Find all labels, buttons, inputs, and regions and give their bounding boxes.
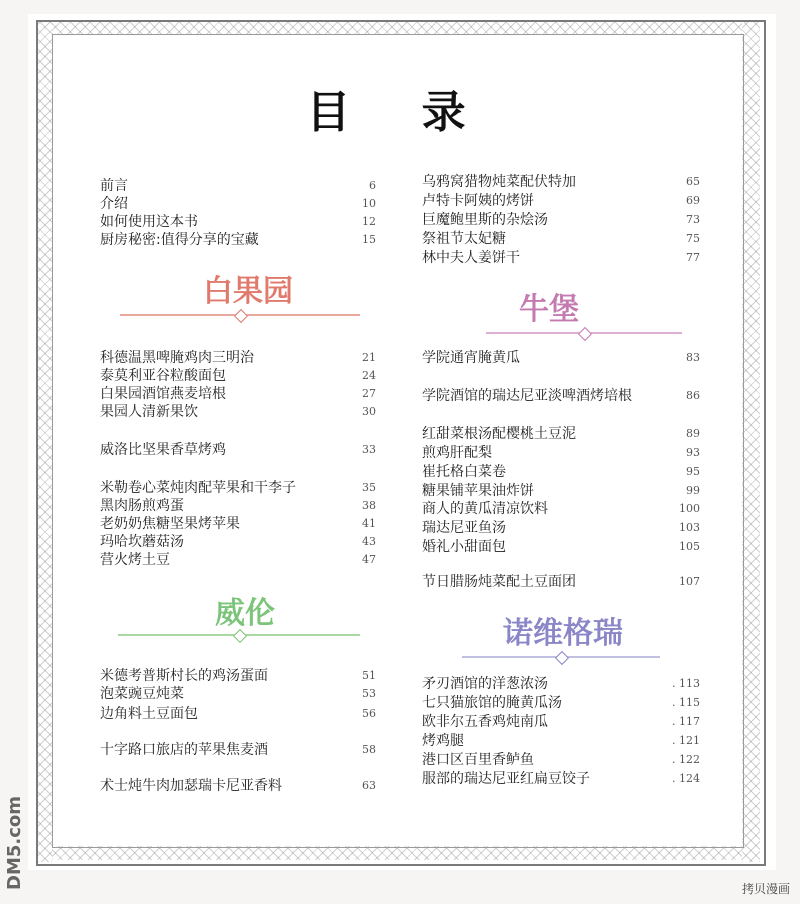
entry-title: 如何使用这本书: [100, 214, 198, 230]
entry-title: 糖果铺苹果油炸饼: [422, 483, 534, 499]
section-divider: [118, 634, 360, 636]
entry-title: 泡菜豌豆炖菜: [100, 686, 184, 702]
toc-entry[interactable]: [100, 514, 376, 534]
entry-title: 欧非尔五香鸡炖南瓜: [422, 714, 548, 730]
entry-title: 煎鸡肝配梨: [422, 445, 492, 461]
toc-entry[interactable]: [100, 666, 376, 686]
entry-page: 30: [362, 405, 376, 418]
entry-title: 七只猫旅馆的腌黄瓜汤: [422, 695, 562, 711]
entry-title: 红甜菜根汤配樱桃土豆泥: [422, 426, 576, 442]
toc-entry[interactable]: [100, 440, 376, 460]
entry-page: 65: [686, 175, 700, 188]
entry-page: 86: [686, 389, 700, 402]
entry-title: 威洛比坚果香草烤鸡: [100, 442, 226, 458]
entry-page: . 117: [672, 715, 700, 728]
toc-entry[interactable]: [100, 366, 376, 386]
toc-entry[interactable]: [422, 443, 700, 463]
watermark-dm5: DM5.com: [4, 795, 25, 890]
entry-title: 科德温黑啤腌鸡肉三明治: [100, 350, 254, 366]
entry-page: 41: [362, 517, 376, 530]
entry-title: 术士炖牛肉加瑟瑞卡尼亚香料: [100, 778, 282, 794]
entry-page: 38: [362, 499, 376, 512]
entry-page: 77: [686, 251, 700, 264]
entry-page: 58: [362, 743, 376, 756]
entry-title: 米德考普斯村长的鸡汤蛋面: [100, 668, 268, 684]
toc-entry[interactable]: [422, 424, 700, 444]
section-heading-niubao: 牛堡: [519, 292, 579, 327]
toc-entry[interactable]: [422, 499, 700, 519]
entry-page: 100: [679, 502, 700, 515]
toc-entry[interactable]: [422, 572, 700, 592]
entry-title: 港口区百里香鲈鱼: [422, 752, 534, 768]
entry-page: 15: [362, 233, 376, 246]
entry-title: 米勒卷心菜炖肉配苹果和干李子: [100, 480, 296, 496]
entry-page: 83: [686, 351, 700, 364]
toc-entry[interactable]: [422, 712, 700, 732]
entry-title: 卢特卡阿姨的烤饼: [422, 193, 534, 209]
entry-page: 99: [686, 484, 700, 497]
entry-page: 93: [686, 446, 700, 459]
toc-entry[interactable]: [100, 176, 376, 196]
entry-title: 介绍: [100, 196, 128, 212]
entry-page: 35: [362, 481, 376, 494]
entry-title: 黑肉肠煎鸡蛋: [100, 498, 184, 514]
entry-page: 103: [679, 521, 700, 534]
toc-entry[interactable]: [422, 172, 700, 192]
toc-entry[interactable]: [100, 550, 376, 570]
entry-page: 12: [362, 215, 376, 228]
entry-page: . 122: [672, 753, 700, 766]
toc-entry[interactable]: [422, 210, 700, 230]
entry-page: 43: [362, 535, 376, 548]
toc-entry[interactable]: [100, 740, 376, 760]
entry-page: 53: [362, 687, 376, 700]
toc-entry[interactable]: [100, 348, 376, 368]
entry-title: 边角料土豆面包: [100, 706, 198, 722]
section-divider: [120, 314, 360, 316]
toc-entry[interactable]: [100, 230, 376, 250]
entry-title: 泰莫利亚谷粒酸面包: [100, 368, 226, 384]
entry-page: . 124: [672, 772, 700, 785]
entry-title: 学院酒馆的瑞达尼亚淡啤酒烤培根: [422, 388, 632, 404]
toc-entry[interactable]: [422, 769, 700, 789]
toc-entry[interactable]: [422, 537, 700, 557]
entry-title: 服部的瑞达尼亚红扁豆饺子: [422, 771, 590, 787]
toc-entry[interactable]: [422, 386, 700, 406]
entry-page: 6: [369, 179, 376, 192]
toc-entry[interactable]: [100, 776, 376, 796]
entry-page: 56: [362, 707, 376, 720]
entry-page: 21: [362, 351, 376, 364]
section-heading-weilun: 威伦: [215, 596, 275, 631]
toc-entry[interactable]: [422, 462, 700, 482]
entry-page: . 121: [672, 734, 700, 747]
toc-entry[interactable]: [100, 496, 376, 516]
entry-page: 73: [686, 213, 700, 226]
toc-entry[interactable]: [422, 248, 700, 268]
toc-entry[interactable]: [422, 481, 700, 501]
entry-title: 商人的黄瓜清凉饮料: [422, 501, 548, 517]
entry-title: 婚礼小甜面包: [422, 539, 506, 555]
entry-page: 107: [679, 575, 700, 588]
entry-page: 105: [679, 540, 700, 553]
section-heading-baiguoyuan: 白果园: [203, 274, 293, 309]
entry-page: 95: [686, 465, 700, 478]
entry-title: 节日腊肠炖菜配土豆面团: [422, 574, 576, 590]
entry-title: 学院通宵腌黄瓜: [422, 350, 520, 366]
entry-page: 75: [686, 232, 700, 245]
entry-page: 51: [362, 669, 376, 682]
toc-entry[interactable]: [422, 731, 700, 751]
entry-title: 营火烤土豆: [100, 552, 170, 568]
toc-entry[interactable]: [100, 684, 376, 704]
toc-entry[interactable]: [100, 704, 376, 724]
page-title: 目 录: [306, 87, 494, 138]
entry-title: 烤鸡腿: [422, 733, 464, 749]
entry-title: 林中夫人姜饼干: [422, 250, 520, 266]
entry-page: 27: [362, 387, 376, 400]
entry-page: 10: [362, 197, 376, 210]
toc-entry[interactable]: [422, 693, 700, 713]
entry-title: 崔托格白菜卷: [422, 464, 506, 480]
entry-title: 厨房秘密:值得分享的宝藏: [100, 232, 259, 248]
entry-title: 玛哈坎蘑菇汤: [100, 534, 184, 550]
entry-page: 63: [362, 779, 376, 792]
entry-page: . 113: [672, 677, 700, 690]
toc-entry[interactable]: [422, 348, 700, 368]
entry-page: 24: [362, 369, 376, 382]
entry-title: 矛刃酒馆的洋葱浓汤: [422, 676, 548, 692]
toc-entry[interactable]: [422, 750, 700, 770]
toc-entry[interactable]: [422, 518, 700, 538]
entry-title: 老奶奶焦糖坚果烤苹果: [100, 516, 240, 532]
entry-title: 前言: [100, 178, 128, 194]
toc-entry[interactable]: [422, 191, 700, 211]
toc-entry[interactable]: [100, 194, 376, 214]
entry-title: 白果园酒馆燕麦培根: [100, 386, 226, 402]
watermark-copymanga: 拷贝漫画: [741, 882, 790, 896]
entry-page: 89: [686, 427, 700, 440]
toc-entry[interactable]: [100, 384, 376, 404]
section-divider: [486, 332, 682, 334]
entry-title: 果园人清新果饮: [100, 404, 198, 420]
section-heading-nuoweigerui: 诺维格瑞: [503, 616, 623, 651]
entry-page: 47: [362, 553, 376, 566]
entry-title: 瑞达尼亚鱼汤: [422, 520, 506, 536]
toc-entry[interactable]: [100, 402, 376, 422]
toc-entry[interactable]: [422, 674, 700, 694]
entry-page: . 115: [672, 696, 700, 709]
toc-entry[interactable]: [422, 229, 700, 249]
toc-entry[interactable]: [100, 532, 376, 552]
entry-page: 69: [686, 194, 700, 207]
entry-title: 十字路口旅店的苹果焦麦酒: [100, 742, 268, 758]
entry-page: 33: [362, 443, 376, 456]
entry-title: 乌鸦窝猎物炖菜配伏特加: [422, 174, 576, 190]
toc-entry[interactable]: [100, 212, 376, 232]
entry-title: 祭祖节太妃糖: [422, 231, 506, 247]
entry-title: 巨魔鲍里斯的杂烩汤: [422, 212, 548, 228]
toc-entry[interactable]: [100, 478, 376, 498]
section-divider: [462, 656, 660, 658]
